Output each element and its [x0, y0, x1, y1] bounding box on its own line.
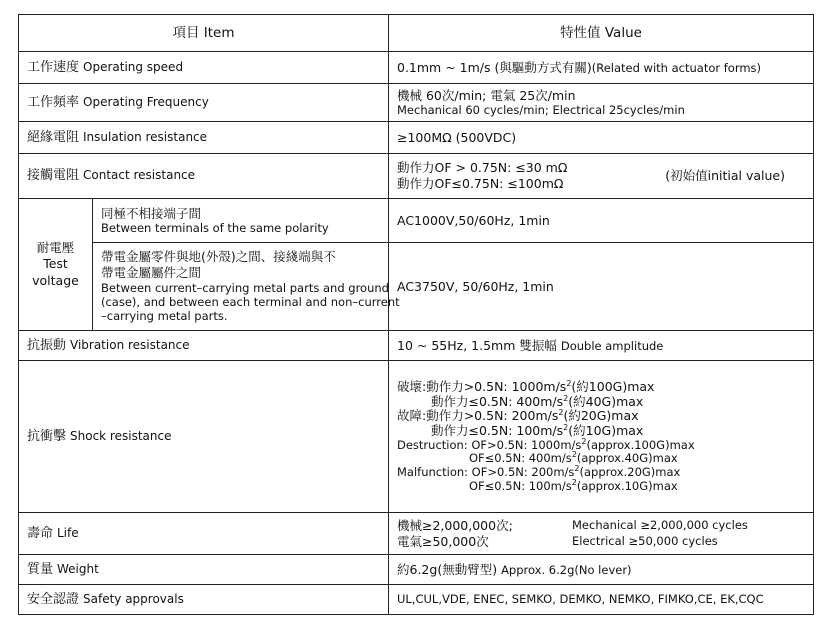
shock-line: Destruction: OF>0.5N: $1000m/s^2(approx.100G)\max$ [397, 437, 695, 452]
initial-value-note: (初始值initial value) [665, 168, 785, 184]
label-en: Operating speed [83, 59, 184, 74]
row-test-voltage-2 [19, 243, 814, 331]
life-electrical: 電氣≥50,000次 Electrical ≥50,000 cycles [397, 533, 718, 549]
row-insulation-resistance [19, 122, 814, 154]
label-en: (case), and between each terminal and non–current [101, 294, 400, 309]
header-item: 項目 Item [19, 15, 389, 52]
shock-line: Malfunction: OF>0.5N: $200m/s^2(approx.20G)\max$ [397, 464, 681, 479]
label-zh: 接觸電阻 [27, 168, 80, 184]
label-en: –carrying metal parts. [101, 309, 228, 324]
row-weight [19, 555, 814, 585]
value-line: 機械 60次/min; 電氣 25次/min [397, 87, 576, 103]
label-zh: 帶電金屬屬件之間 [101, 264, 202, 280]
label-contact-resistance [19, 154, 389, 199]
value-operating-speed [389, 52, 814, 84]
label-zh: 工作速度 [27, 59, 80, 75]
value-note: Double amplitude [560, 338, 664, 353]
value-safety-approvals: UL,CUL,VDE, ENEC, SEMKO, DEMKO, NEMKO, FIMKO,CE, EK,CQC [389, 585, 814, 615]
label-zh: 壽命 [27, 525, 54, 541]
shock-line: 動作力≤0.5N: $100m/s^2$(約10G)max [431, 422, 644, 439]
row-safety-approvals [19, 585, 814, 615]
header-row [19, 15, 814, 52]
label-operating-frequency [19, 84, 389, 122]
label-zh: 耐電壓 [36, 240, 75, 256]
value-shock-resistance [389, 361, 814, 513]
value-life [389, 513, 814, 555]
value-weight [389, 555, 814, 585]
value-contact-resistance [389, 154, 814, 199]
label-vibration-resistance [19, 331, 389, 361]
label-same-polarity [93, 199, 389, 243]
row-contact-resistance [19, 154, 814, 199]
row-vibration-resistance [19, 331, 814, 361]
label-zh: 抗衝擊 [27, 428, 67, 444]
row-test-voltage-1 [19, 199, 814, 243]
label-en: Safety approvals [83, 591, 184, 606]
value-insulation-resistance: ≥100MΩ (500VDC) [389, 122, 814, 154]
label-en: Between terminals of the same polarity [101, 221, 329, 236]
value-main: 10 ~ 55Hz, 1.5mm 雙振幅 [397, 337, 557, 353]
label-zh: 工作頻率 [27, 94, 80, 110]
shock-line: OF≤0.5N: $400m/s^2(approx.40G)\max$ [469, 450, 678, 466]
label-en: Life [57, 525, 79, 540]
label-zh: 安全認證 [27, 591, 80, 607]
row-life [19, 513, 814, 555]
label-zh: 抗振動 [27, 337, 67, 353]
label-operating-speed [19, 52, 389, 84]
label-zh: 同極不相接端子間 [101, 205, 202, 221]
shock-line: 破壞:動作力>0.5N: $1000m/s^2$(約100G)max [397, 378, 655, 394]
label-en: Insulation resistance [83, 129, 208, 144]
value-note: (Related with actuator forms) [591, 60, 762, 75]
shock-line: 故障:動作力>0.5N: $200m/s^2$(約20G)max [397, 408, 639, 424]
value-current-carrying: AC3750V, 50/60Hz, 1min [389, 243, 814, 331]
label-en: Between current–carrying metal parts and ground [101, 280, 389, 295]
label-en: voltage [32, 272, 79, 288]
label-en: Vibration resistance [70, 337, 190, 352]
label-zh: 質量 [27, 561, 54, 577]
label-weight [19, 555, 389, 585]
value-line: 動作力OF > 0.75N: ≤30 mΩ [397, 160, 568, 176]
label-en: Operating Frequency [83, 94, 209, 109]
value-line: Mechanical 60 cycles/min; Electrical 25cycles/min [397, 103, 685, 118]
value-note: Approx. 6.2g(No lever) [501, 562, 632, 577]
value-same-polarity: AC1000V,50/60Hz, 1min [389, 199, 814, 243]
shock-line: 動作力≤0.5N: $400m/s^2$(約40G)max [431, 393, 644, 409]
label-life [19, 513, 389, 555]
row-operating-speed [19, 52, 814, 84]
label-shock-resistance [19, 361, 389, 513]
life-mechanical: 機械≥2,000,000次; Mechanical ≥2,000,000 cycles [397, 517, 748, 533]
header-value: 特性值 Value [389, 15, 814, 52]
spec-table [18, 14, 814, 615]
row-operating-frequency [19, 84, 814, 122]
label-insulation-resistance [19, 122, 389, 154]
label-test-voltage [19, 199, 93, 331]
label-en: Shock resistance [70, 428, 172, 443]
shock-line: OF≤0.5N: $100m/s^2(approx.10G)\max$ [469, 477, 678, 493]
label-zh: 帶電金屬零件與地(外殼)之間、接綫端與不 [101, 249, 336, 265]
value-vibration-resistance [389, 331, 814, 361]
row-shock-resistance [19, 361, 814, 513]
label-zh: 絕緣電阻 [27, 129, 80, 145]
label-en: Contact resistance [83, 168, 196, 183]
value-operating-frequency [389, 84, 814, 122]
label-en: Test [43, 256, 68, 272]
label-safety-approvals [19, 585, 389, 615]
value-line: 動作力OF≤0.75N: ≤100mΩ [397, 176, 564, 191]
value-main: 0.1mm ~ 1m/s (與驅動方式有關) [397, 59, 592, 75]
label-en: Weight [57, 561, 99, 576]
label-current-carrying [93, 243, 400, 331]
value-main: 約6.2g(無動臂型) [397, 561, 498, 577]
